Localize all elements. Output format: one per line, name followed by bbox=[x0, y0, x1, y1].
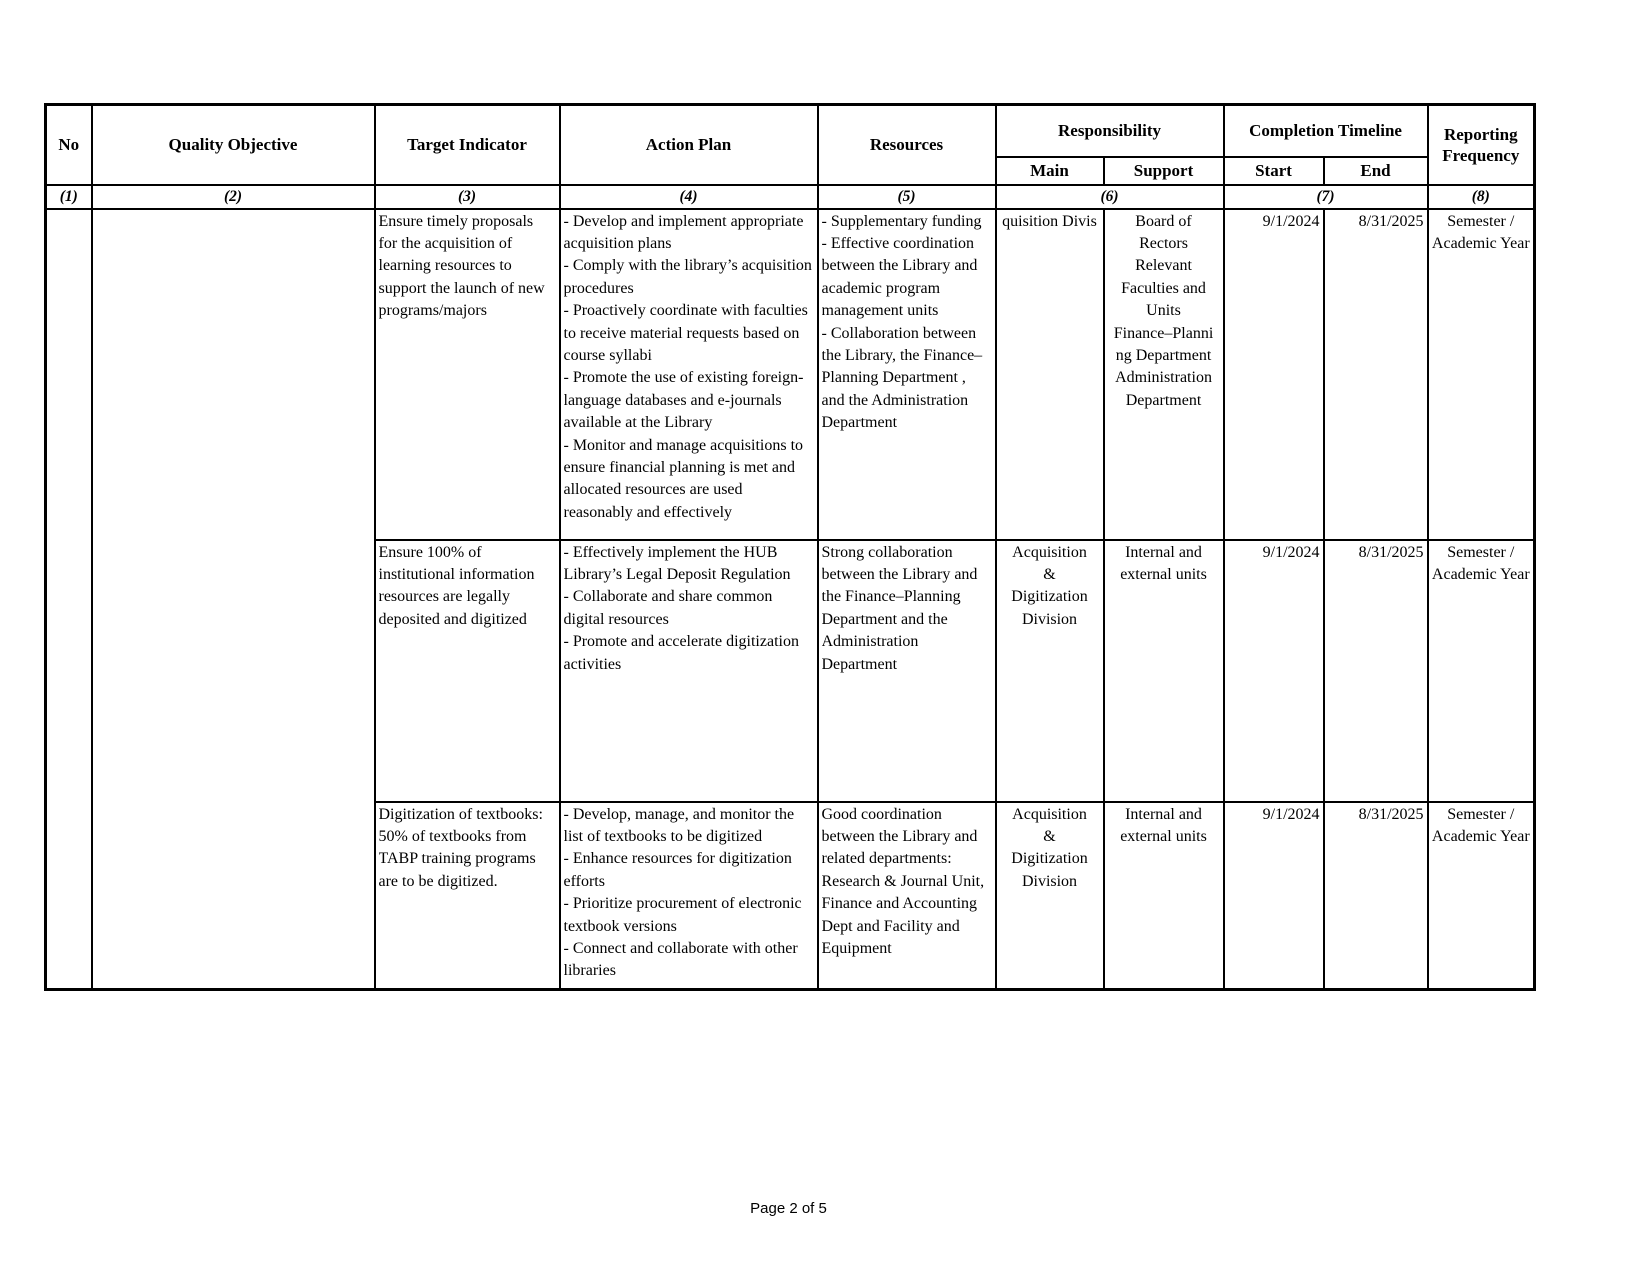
column-number-row bbox=[46, 185, 1535, 209]
cell-action-plan: - Develop, manage, and monitor the list of textbooks to be digitized - Enhance resources for digitization efforts - Prioritize procurement of electronic textbook versions - Connect and collaborate with other libraries bbox=[560, 802, 818, 990]
header-responsibility: Responsibility bbox=[996, 105, 1224, 157]
cell-start-date: 9/1/2024 bbox=[1224, 802, 1324, 990]
header-no: No bbox=[46, 105, 92, 185]
cell-responsibility-main: Acquisition & Digitization Division bbox=[996, 540, 1104, 802]
header-completion-timeline: Completion Timeline bbox=[1224, 105, 1428, 157]
cell-resources: Good coordination between the Library and related departments: Research & Journal Unit, Finance and Accounting Dept and Facility and Equipment bbox=[818, 802, 996, 990]
table-row bbox=[46, 209, 1535, 540]
cell-reporting-frequency: Semester / Academic Year bbox=[1428, 802, 1535, 990]
cell-end-date: 8/31/2025 bbox=[1324, 209, 1428, 540]
cell-reporting-frequency: Semester / Academic Year bbox=[1428, 540, 1535, 802]
cell-quality-objective bbox=[92, 209, 375, 990]
header-row-main bbox=[46, 105, 1535, 157]
header-main: Main bbox=[996, 157, 1104, 185]
cell-resources: - Supplementary funding - Effective coordination between the Library and academic program management units - Collaboration between the Library, the Finance–Planning Department , and the Administration Department bbox=[818, 209, 996, 540]
header-action-plan: Action Plan bbox=[560, 105, 818, 185]
cell-target-indicator: Digitization of textbooks: 50% of textbooks from TABP training programs are to be digitized. bbox=[375, 802, 560, 990]
cell-target-indicator: Ensure timely proposals for the acquisition of learning resources to support the launch of new programs/majors bbox=[375, 209, 560, 540]
cell-responsibility-main: Acquisition & Digitization Division bbox=[996, 802, 1104, 990]
cell-action-plan: - Develop and implement appropriate acquisition plans - Comply with the library’s acquisition procedures - Proactively coordinate with faculties to receive material requests based on course syllabi - Promote the use of existing foreign-language databases and e-journals available at the Library - Monitor and manage acquisitions to ensure financial planning is met and allocated resources are used reasonably and effectively bbox=[560, 209, 818, 540]
header-quality-objective: Quality Objective bbox=[92, 105, 375, 185]
cell-no bbox=[46, 209, 92, 990]
cell-reporting-frequency: Semester / Academic Year bbox=[1428, 209, 1535, 540]
quality-objectives-table bbox=[44, 103, 1536, 991]
header-start: Start bbox=[1224, 157, 1324, 185]
cell-start-date: 9/1/2024 bbox=[1224, 209, 1324, 540]
header-reporting-frequency: Reporting Frequency bbox=[1428, 105, 1535, 185]
colnum-3: (3) bbox=[375, 185, 560, 209]
colnum-8: (8) bbox=[1428, 185, 1535, 209]
cell-end-date: 8/31/2025 bbox=[1324, 802, 1428, 990]
cell-resources: Strong collaboration between the Library and the Finance–Planning Department and the Administration Department bbox=[818, 540, 996, 802]
colnum-6: (6) bbox=[996, 185, 1224, 209]
header-resources: Resources bbox=[818, 105, 996, 185]
page-number-footer: Page 2 of 5 bbox=[750, 1200, 827, 1217]
cell-responsibility-support: Internal and external units bbox=[1104, 802, 1224, 990]
cell-responsibility-support: Internal and external units bbox=[1104, 540, 1224, 802]
cell-responsibility-main: quisition Divis bbox=[996, 209, 1104, 540]
cell-end-date: 8/31/2025 bbox=[1324, 540, 1428, 802]
colnum-7: (7) bbox=[1224, 185, 1428, 209]
cell-action-plan: - Effectively implement the HUB Library’s Legal Deposit Regulation - Collaborate and share common digital resources - Promote and accelerate digitization activities bbox=[560, 540, 818, 802]
header-end: End bbox=[1324, 157, 1428, 185]
cell-target-indicator: Ensure 100% of institutional information resources are legally deposited and digitized bbox=[375, 540, 560, 802]
colnum-1: (1) bbox=[46, 185, 92, 209]
colnum-4: (4) bbox=[560, 185, 818, 209]
cell-responsibility-support: Board of Rectors Relevant Faculties and Units Finance–Planni ng Department Administration Department bbox=[1104, 209, 1224, 540]
cell-start-date: 9/1/2024 bbox=[1224, 540, 1324, 802]
colnum-5: (5) bbox=[818, 185, 996, 209]
colnum-2: (2) bbox=[92, 185, 375, 209]
header-target-indicator: Target Indicator bbox=[375, 105, 560, 185]
header-support: Support bbox=[1104, 157, 1224, 185]
